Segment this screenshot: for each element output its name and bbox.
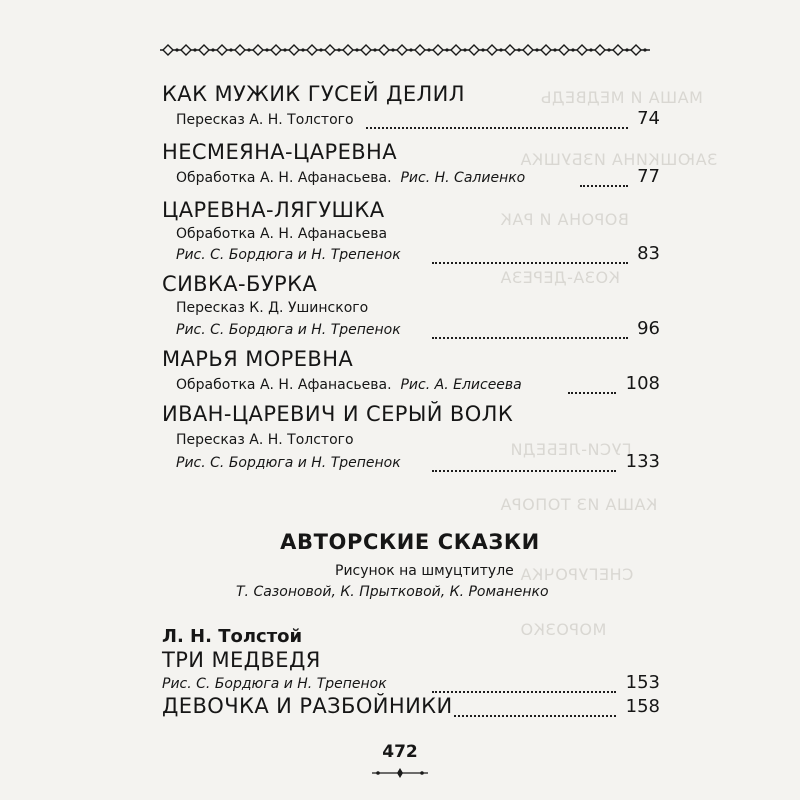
toc-page-number: 74 (637, 108, 660, 129)
bleed-through-text: СНЕГУРОЧКА (520, 565, 634, 584)
section-illustrators: Т. Сазоновой, К. Прытковой, К. Романенко (236, 584, 549, 600)
ornament-dot (463, 48, 466, 51)
toc-page-number: 77 (637, 166, 660, 187)
ornament-diamond (379, 45, 389, 55)
ornament-diamond (595, 45, 605, 55)
ornament-dot (337, 48, 340, 51)
ornament-dot (193, 48, 196, 51)
toc-credit-text: Обработка А. Н. Афанасьева. (176, 377, 392, 393)
ornament-diamond (289, 45, 299, 55)
toc-title: КАК МУЖИК ГУСЕЙ ДЕЛИЛ (162, 82, 465, 106)
ornament-dot (571, 48, 574, 51)
ornament-diamond (361, 45, 371, 55)
ornament-diamond (415, 45, 425, 55)
folio-ornament (372, 768, 428, 778)
toc-page-number: 108 (625, 373, 660, 394)
ornament-diamond (487, 45, 497, 55)
ornament-dot (409, 48, 412, 51)
toc-credit: Пересказ А. Н. Толстого (176, 432, 354, 448)
toc-title: ИВАН-ЦАРЕВИЧ И СЕРЫЙ ВОЛК (162, 402, 514, 426)
ornament-dot (355, 48, 358, 51)
toc-illustrator: Рис. А. Елисеева (400, 377, 522, 393)
bleed-through-text: ГУСИ-ЛЕБЕДИ (510, 440, 632, 459)
ornament-dot (301, 48, 304, 51)
bleed-through-text: КОЗА-ДЕРЕЗА (500, 268, 620, 287)
ornament-diamond (235, 45, 245, 55)
ornament-diamond (451, 45, 461, 55)
section-title: АВТОРСКИЕ СКАЗКИ (280, 530, 540, 554)
toc-leader (568, 378, 616, 394)
toc-title: ЦАРЕВНА-ЛЯГУШКА (162, 198, 385, 222)
ornament-diamond (631, 45, 641, 55)
toc-title: ДЕВОЧКА И РАЗБОЙНИКИ (162, 694, 453, 718)
ornament-diamond (433, 45, 443, 55)
ornament-diamond (253, 45, 263, 55)
bleed-through-text: ЗАЮШКИНА ИЗБУШКА (520, 150, 718, 169)
bleed-through-text: ВОРОНА И РАК (500, 210, 629, 229)
toc-title: НЕСМЕЯНА-ЦАРЕВНА (162, 140, 398, 164)
ornament-diamond (325, 45, 335, 55)
ornament-dot (265, 48, 268, 51)
ornament-dot (229, 48, 232, 51)
toc-leader (366, 113, 628, 129)
ornament-diamond (577, 45, 587, 55)
toc-leader (432, 456, 616, 472)
toc-leader (432, 323, 628, 339)
toc-credit: Пересказ А. Н. Толстого (176, 112, 354, 128)
ornament-diamond (469, 45, 479, 55)
toc-leader (580, 171, 628, 187)
decorative-border-ornament (160, 40, 650, 60)
toc-credit: Пересказ К. Д. Ушинского (176, 300, 369, 316)
toc-illustrator: Рис. С. Бордюга и Н. Трепенок (176, 322, 401, 338)
bleed-through-text: МОРОЗКО (520, 620, 607, 639)
ornament-dot (373, 48, 376, 51)
ornament-dot (553, 48, 556, 51)
ornament-dot (481, 48, 484, 51)
ornament-dot (445, 48, 448, 51)
toc-illustrator: Рис. Н. Салиенко (400, 170, 526, 186)
ornament-diamond (181, 45, 191, 55)
ornament-dot (517, 48, 520, 51)
toc-credit-text: Обработка А. Н. Афанасьева. (176, 170, 392, 186)
ornament-dot (535, 48, 538, 51)
ornament-diamond (523, 45, 533, 55)
toc-leader (432, 248, 628, 264)
ornament-diamond (343, 45, 353, 55)
toc-leader (454, 701, 616, 717)
ornament-dot (625, 48, 628, 51)
toc-credit: Обработка А. Н. Афанасьева (176, 226, 388, 242)
ornament-diamond (217, 45, 227, 55)
ornament-diamond (271, 45, 281, 55)
toc-illustrator: Рис. С. Бордюга и Н. Трепенок (176, 247, 401, 263)
ornament-diamond (541, 45, 551, 55)
toc-page-number: 96 (637, 318, 660, 339)
section-note: Рисунок на шмуцтитуле (335, 563, 514, 579)
toc-page-number: 83 (637, 243, 660, 264)
toc-title: МАРЬЯ МОРЕВНА (162, 347, 354, 371)
ornament-diamond (559, 45, 569, 55)
ornament-diamond (505, 45, 515, 55)
toc-title: СИВКА-БУРКА (162, 272, 318, 296)
ornament-diamond (397, 45, 407, 55)
toc-page-number: 133 (625, 451, 660, 472)
author-name: Л. Н. Толстой (162, 626, 303, 647)
toc-credit (176, 377, 522, 393)
ornament-dot (499, 48, 502, 51)
bleed-through-text: КАША ИЗ ТОПОРА (500, 495, 658, 514)
ornament-diamond (163, 45, 173, 55)
toc-title: ТРИ МЕДВЕДЯ (162, 648, 321, 672)
toc-credit (176, 170, 525, 186)
ornament-dot (247, 48, 250, 51)
ornament-dot (607, 48, 610, 51)
toc-page-number: 158 (625, 696, 660, 717)
ornament-diamond (307, 45, 317, 55)
toc-illustrator: Рис. С. Бордюга и Н. Трепенок (176, 455, 401, 471)
ornament-dot (211, 48, 214, 51)
ornament-dot (319, 48, 322, 51)
ornament-diamond (199, 45, 209, 55)
ornament-dot (589, 48, 592, 51)
bleed-through-text: МАША И МЕДВЕДЬ (540, 88, 703, 107)
toc-page-number: 153 (625, 672, 660, 693)
ornament-dot (175, 48, 178, 51)
page-number: 472 (382, 742, 418, 762)
toc-leader (432, 677, 616, 693)
ornament-dot (391, 48, 394, 51)
ornament-diamond (613, 45, 623, 55)
toc-illustrator: Рис. С. Бордюга и Н. Трепенок (162, 676, 387, 692)
ornament-dot (283, 48, 286, 51)
ornament-dot (643, 48, 646, 51)
ornament-dot (427, 48, 430, 51)
